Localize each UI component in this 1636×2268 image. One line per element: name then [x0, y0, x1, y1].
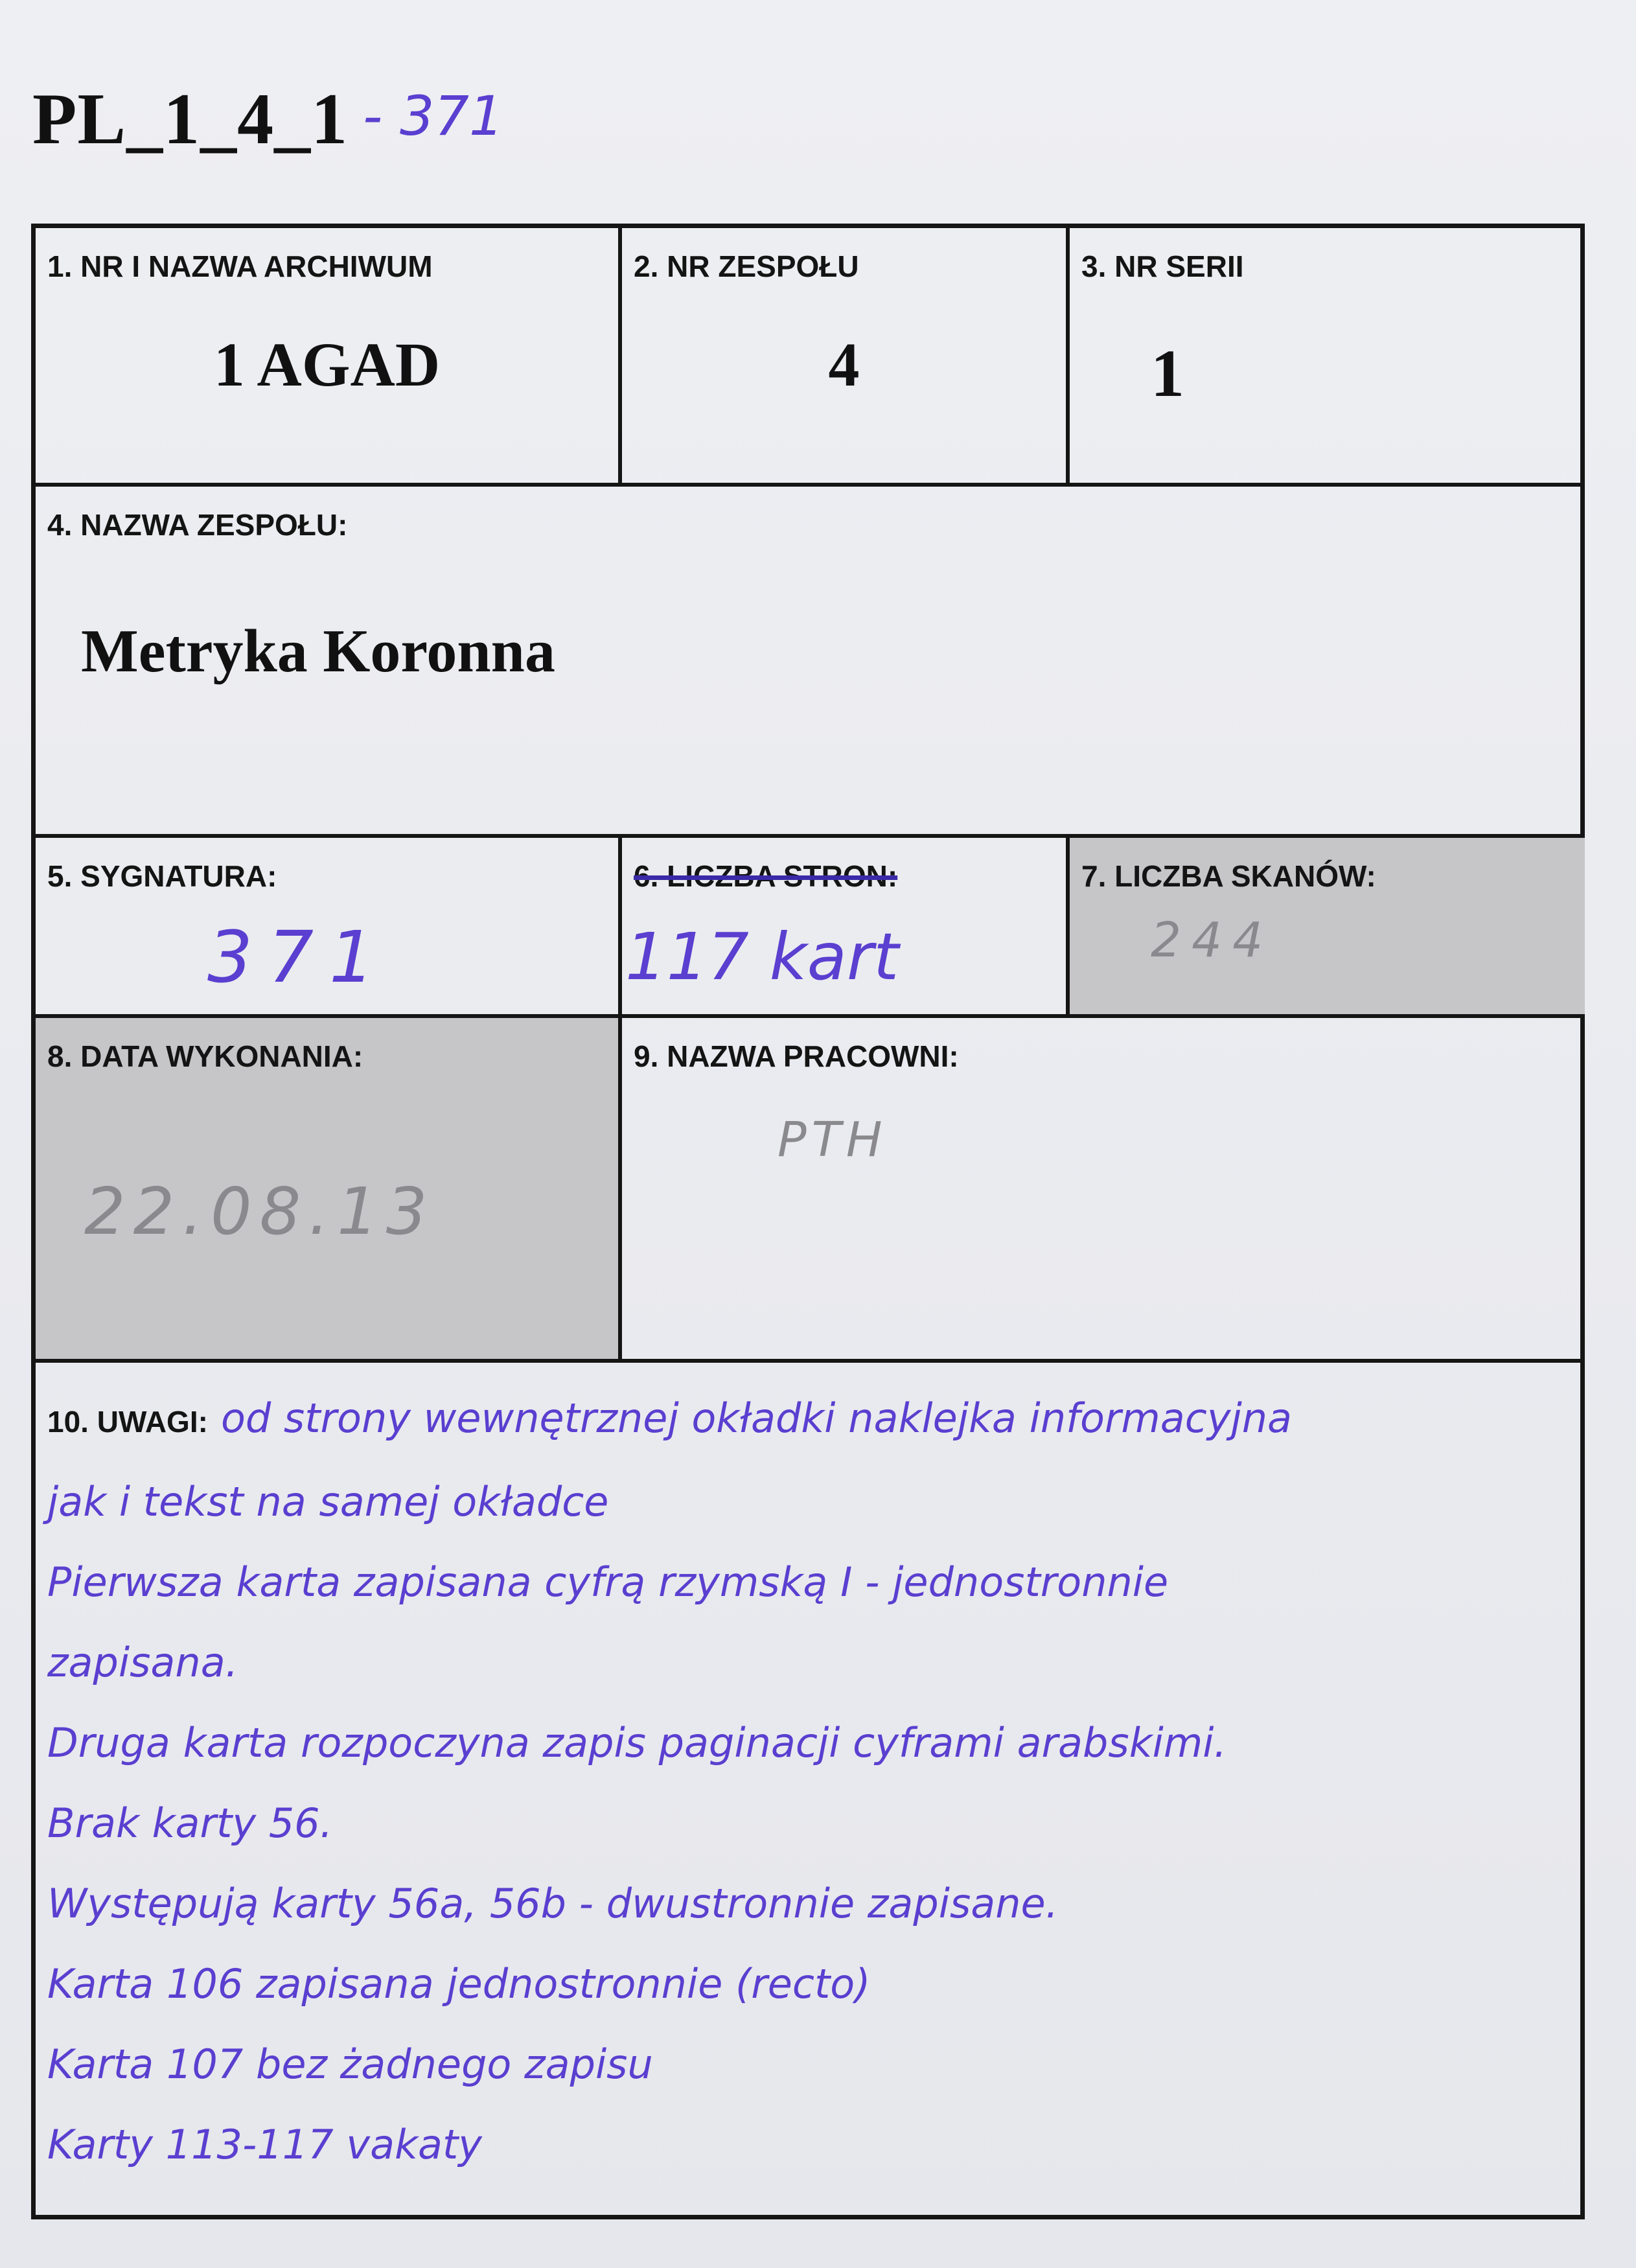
fonds-number-label: 2. NR ZESPOŁU — [634, 249, 859, 283]
fonds-number-cell — [622, 228, 1066, 483]
archive-value: 1 AGAD — [213, 330, 441, 399]
fonds-name-value: Metryka Koronna — [81, 618, 555, 685]
date-cell — [36, 1018, 618, 1359]
studio-label: 9. NAZWA PRACOWNI: — [634, 1039, 959, 1073]
scan-count-cell — [1070, 838, 1585, 1014]
remarks-line: jak i tekst na samej okładce — [47, 1478, 609, 1525]
remarks-line: Karta 107 bez żadnego zapisu — [47, 2041, 653, 2088]
page-count-cell — [622, 838, 1066, 1014]
series-number-cell — [1070, 228, 1585, 483]
metadata-form — [31, 224, 1585, 2219]
document-code: PL_1_4_1 — [32, 79, 349, 159]
remarks-cell — [36, 1363, 1585, 2219]
remarks-line: 10. UWAGI: od strony wewnętrznej okładki naklejka informacyjna — [47, 1394, 1293, 1442]
studio-value: PTH — [778, 1112, 888, 1168]
scan-count-label: 7. LICZBA SKANÓW: — [1081, 859, 1376, 893]
studio-cell — [622, 1018, 1585, 1359]
series-number-label: 3. NR SERII — [1081, 249, 1244, 283]
fonds-number-value: 4 — [828, 330, 860, 399]
date-label: 8. DATA WYKONANIA: — [47, 1039, 363, 1073]
date-value: 22.08.13 — [84, 1174, 435, 1249]
fonds-name-cell — [36, 487, 1585, 834]
remarks-line: Karta 106 zapisana jednostronnie (recto) — [47, 1960, 871, 2008]
handwritten-code-suffix: - 371 — [363, 84, 504, 148]
signature-value: 371 — [207, 916, 390, 999]
page-count-label-struck: 6. LICZBA STRON: — [634, 859, 898, 893]
archive-label: 1. NR I NAZWA ARCHIWUM — [47, 249, 433, 283]
page-count-value: 117 kart — [625, 919, 899, 995]
signature-cell — [36, 838, 618, 1014]
signature-label: 5. SYGNATURA: — [47, 859, 277, 893]
scan-count-value: 244 — [1151, 912, 1274, 968]
remarks-line: Druga karta rozpoczyna zapis paginacji cyframi arabskimi. — [47, 1719, 1227, 1766]
remarks-line: Pierwsza karta zapisana cyfrą rzymską I - jednostronnie — [47, 1558, 1169, 1606]
series-number-value: 1 — [1151, 336, 1184, 411]
remarks-line: Występują karty 56a, 56b - dwustronnie zapisane. — [47, 1880, 1059, 1927]
archive-cell — [36, 228, 618, 483]
remarks-line: Karty 113-117 vakaty — [47, 2121, 482, 2168]
remarks-label: 10. UWAGI: — [47, 1405, 208, 1439]
remarks-line: Brak karty 56. — [47, 1799, 333, 1847]
remarks-line: zapisana. — [47, 1639, 238, 1686]
fonds-name-label: 4. NAZWA ZESPOŁU: — [47, 508, 348, 542]
remarks-text — [47, 1378, 1572, 2185]
